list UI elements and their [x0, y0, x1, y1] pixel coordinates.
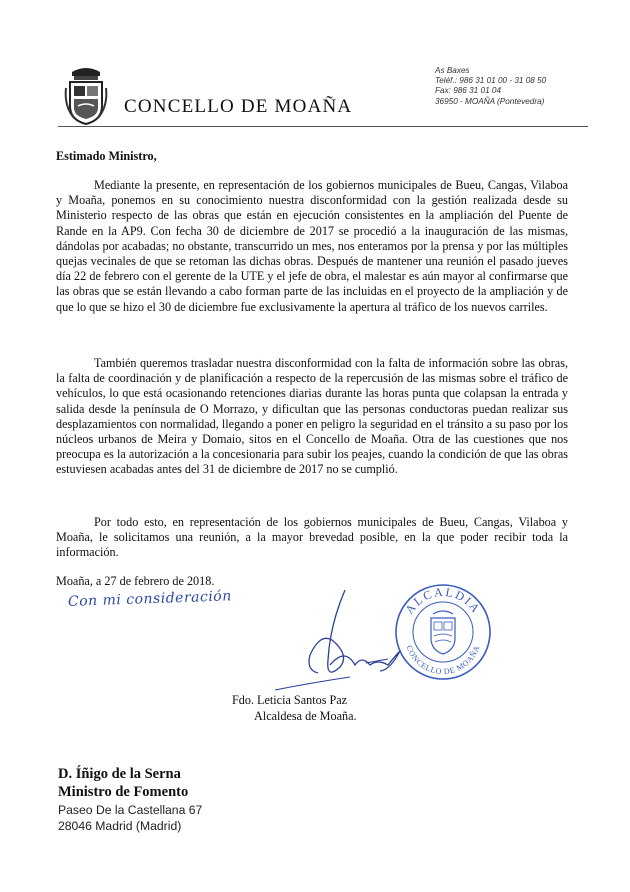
address-line: Teléf.: 986 31 01 00 - 31 08 50 [435, 76, 547, 86]
org-name: CONCELLO DE MOAÑA [124, 96, 353, 117]
paragraph-3: Por todo esto, en representación de los gobiernos municipales de Bueu, Cangas, Vilaboa y Moaña, le solicitamos una reunión, a la mayor brevedad posible, en la que poder recibir toda la información. [56, 515, 568, 560]
address-line: 36950 - MOAÑA (Pontevedra) [435, 96, 545, 106]
recipient-address-line: Paseo De la Castellana 67 [58, 803, 203, 817]
address-line: As Baxes [435, 66, 470, 75]
paragraph-2: También queremos trasladar nuestra disconformidad con la falta de información sobre las obras, la falta de coordinación y de planificación a respecto de la repercusión de las mismas sobre el tráfico de vehículos, lo que está ocasionando retenciones diarias durante las horas punta que colapsan la entrada y salida desde la península de O Morrazo, y dificultan que las personas conductoras puedan realizar sus desplazamientos con normalidad, llegando a poner en peligro la seguridad en el tránsito a su paso por los núcleos urbanos de Meira y Domaio, sitos en el Concello de Moaña. Otra de las cuestiones que nos preocupa es la autorización a la concesionaria para subir los peajes, cuando la condición de que las obras estuviesen acabadas antes del 31 de diciembre de 2017 no se cumplió. [56, 356, 568, 477]
greeting: Estimado Ministro, [56, 149, 157, 163]
svg-text:ALCALDIA: ALCALDIA [402, 584, 484, 617]
alcaldia-seal-icon [393, 582, 493, 682]
handwritten-note: Con mi consideración [67, 588, 232, 610]
svg-text:CONCELLO DE MOAÑA: CONCELLO DE MOAÑA [404, 644, 482, 677]
header-divider [58, 126, 588, 127]
recipient-title: Ministro de Fomento [58, 784, 189, 800]
signatory-name: Fdo. Leticia Santos Paz [232, 693, 348, 707]
paragraph-1: Mediante la presente, en representación de los gobiernos municipales de Bueu, Cangas, Vilaboa y Moaña, ponemos en su conocimiento nuestra disconformidad con la gestión realizada desde su Ministerio respecto de las obras que están en ejecución consistentes en la ampliación del Puente de Rande en la AP9. Con fecha 30 de diciembre de 2017 se procedió a la inauguración de las mismas, dándolas por acabadas; no obstante, transcurrido un mes, nos enteramos por la prensa y por las múltiples quejas vecinales de que se retoman las dichas obras. Después de mantener una reunión el pasado jueves día 22 de febrero con el gerente de la UTE y el jefe de obra, el malestar es aún mayor al confirmarse que las obras que se están llevando a cabo forman parte de las incluidas en el proyecto de la ampliación y de que lo que se hizo el 30 de diciembre fue exclusivamente la apertura al tráfico de los nuevos carriles. [56, 178, 568, 314]
recipient-address-line: 28046 Madrid (Madrid) [58, 819, 182, 833]
date-line: Moaña, a 27 de febrero de 2018. [56, 574, 215, 588]
org-address [435, 66, 595, 107]
recipient-address [58, 802, 202, 834]
address-line: Fax: 986 31 01 04 [435, 86, 502, 96]
signatory-role: Alcaldesa de Moaña. [254, 709, 357, 723]
recipient-name: D. Íñigo de la Serna [58, 766, 181, 782]
coat-of-arms-icon [64, 66, 108, 126]
